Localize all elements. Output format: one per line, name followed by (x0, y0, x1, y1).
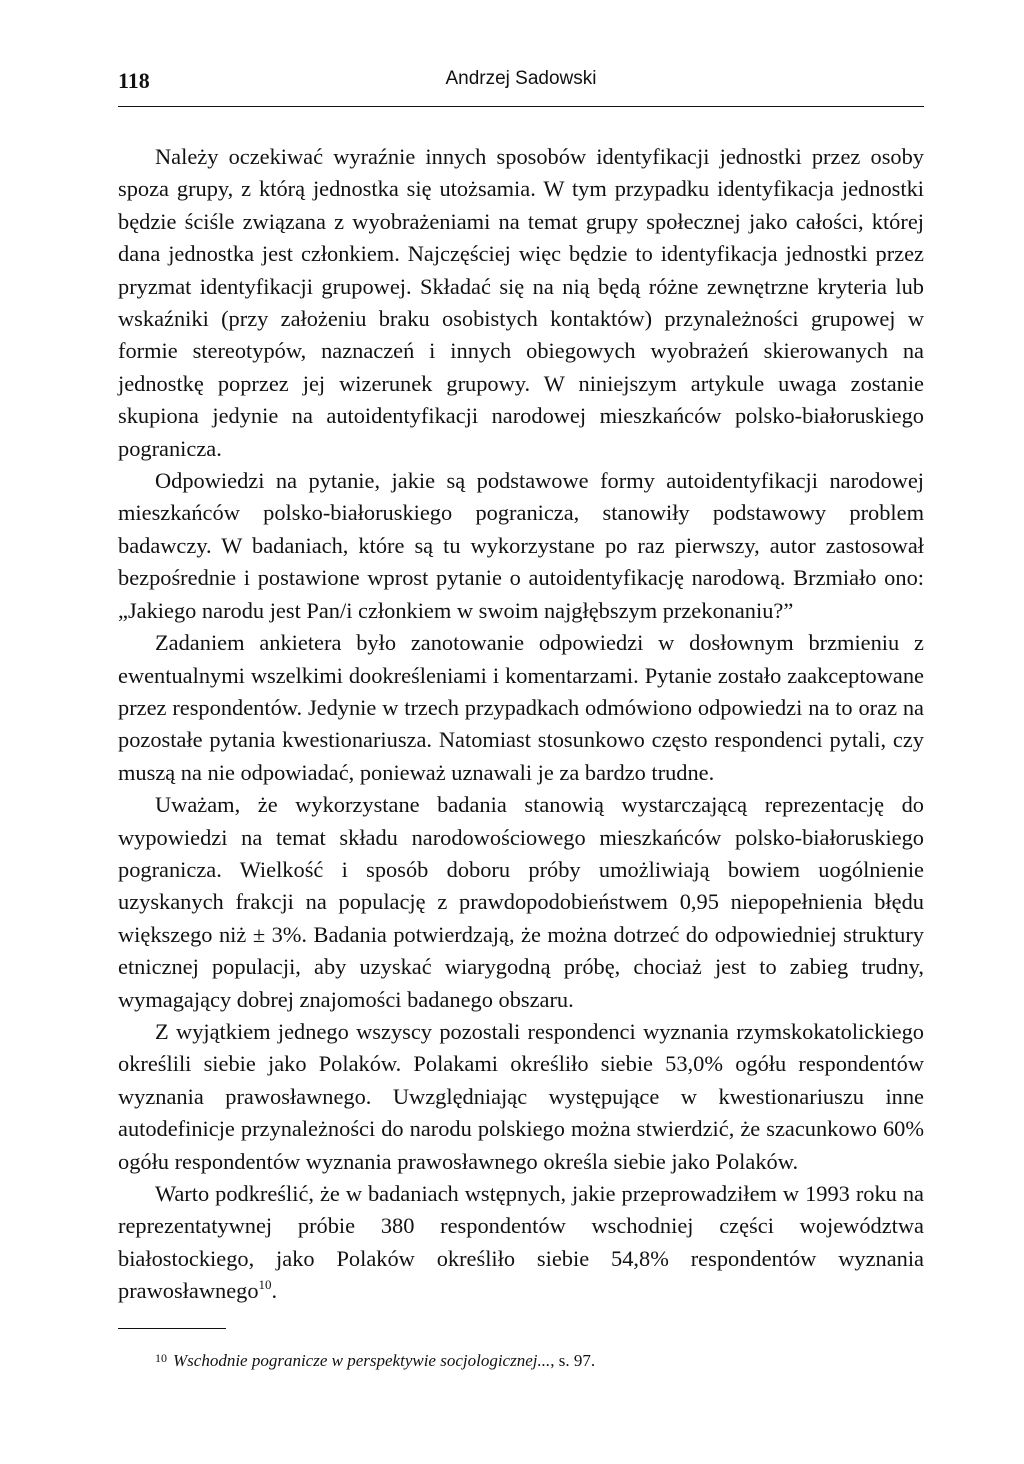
page-header (118, 68, 924, 107)
paragraph-text: Warto podkreślić, że w badaniach wstępnych, jakie przeprowadziłem w 1993 roku na reprezentatywnej próbie 380 respondentów wschodniej części województwa białostockiego, jako Polaków określiło siebie 54,8% respondentów wyznania prawosławnego (118, 1181, 924, 1304)
running-head-author: Andrzej Sadowski (445, 68, 597, 89)
paragraph: Zadaniem ankietera było zanotowanie odpowiedzi w dosłownym brzmieniu z ewentualnymi wszelkimi dookreśleniami i komentarzami. Pytanie zostało zaakceptowane przez respondentów. Jedynie w trzech przypadkach odmówiono odpowiedzi na to oraz na pozostałe pytania kwestionariusza. Natomiast stosunkowo często respondenci pytali, czy muszą na nie odpowiadać, ponieważ uznawali je za bardzo trudne. (118, 630, 924, 785)
paragraph: Odpowiedzi na pytanie, jakie są podstawowe formy autoidentyfikacji narodowej mieszkańców polsko-białoruskiego pogranicza, stanowiły podstawowy problem badawczy. W badaniach, które są tu wykorzystane po raz pierwszy, autor zastosował bezpośrednie i postawione wprost pytanie o autoidentyfikację narodową. Brzmiało ono: „Jakiego narodu jest Pan/i członkiem w swoim najgłębszym przekonaniu?” (118, 468, 924, 623)
footnote-citation: , s. 97. (550, 1350, 596, 1370)
paragraph: Uważam, że wykorzystane badania stanowią wystarczającą reprezentację do wypowiedzi na temat składu narodowościowego mieszkańców polsko-białoruskiego pogranicza. Wielkość i sposób doboru próby umożliwiają bowiem uogólnienie uzyskanych frakcji na populację z prawdopodobieństwem 0,95 niepopełnienia błędu większego niż ± 3%. Badania potwierdzają, że można dotrzeć do odpowiedniej struktury etnicznej populacji, aby uzyskać wiarygodną próbę, chociaż jest to zabieg trudny, wymagający dobrej znajomości badanego obszaru. (118, 792, 924, 1012)
footnote-reference[interactable]: 10 (258, 1277, 272, 1293)
footnote-mark: 10 (155, 1350, 167, 1365)
paragraph-last (118, 1178, 924, 1308)
paragraph: Z wyjątkiem jednego wszyscy pozostali respondenci wyznania rzymskokatolickiego określili siebie jako Polaków. Polakami określiło siebie 53,0% ogółu respondentów wyznania prawosławnego. Uwzględniając występujące w kwestionariuszu inne autodefinicje przynależności do narodu polskiego można stwierdzić, że szacunkowo 60% ogółu respondentów wyznania prawosławnego określa siebie jako Polaków. (118, 1018, 924, 1174)
paragraph-end: . (271, 1278, 278, 1304)
footnote-separator (118, 1328, 226, 1329)
document-page (118, 68, 924, 1372)
footnote-title: Wschodnie pogranicze w perspektywie socjologicznej... (173, 1350, 551, 1370)
page-number: 118 (118, 68, 150, 93)
footnote (118, 1347, 924, 1372)
body-text (118, 141, 924, 1308)
paragraph: Należy oczekiwać wyraźnie innych sposobów identyfikacji jednostki przez osoby spoza grupy, z którą jednostka się utożsamia. W tym przypadku identyfikacja jednostki będzie ściśle związana z wyobrażeniami na temat grupy społecznej jako całości, której dana jednostka jest członkiem. Najczęściej więc będzie to identyfikacja jednostki przez pryzmat identyfikacji grupowej. Składać się na nią będą różne zewnętrzne kryteria lub wskaźniki (przy założeniu braku osobistych kontaktów) przynależności grupowej w formie stereotypów, naznaczeń i innych obiegowych wyobrażeń skierowanych na jednostkę poprzez jej wizerunek grupowy. W niniejszym artykule uwaga zostanie skupiona jedynie na autoidentyfikacji narodowej mieszkańców polsko-białoruskiego pogranicza. (118, 144, 924, 461)
